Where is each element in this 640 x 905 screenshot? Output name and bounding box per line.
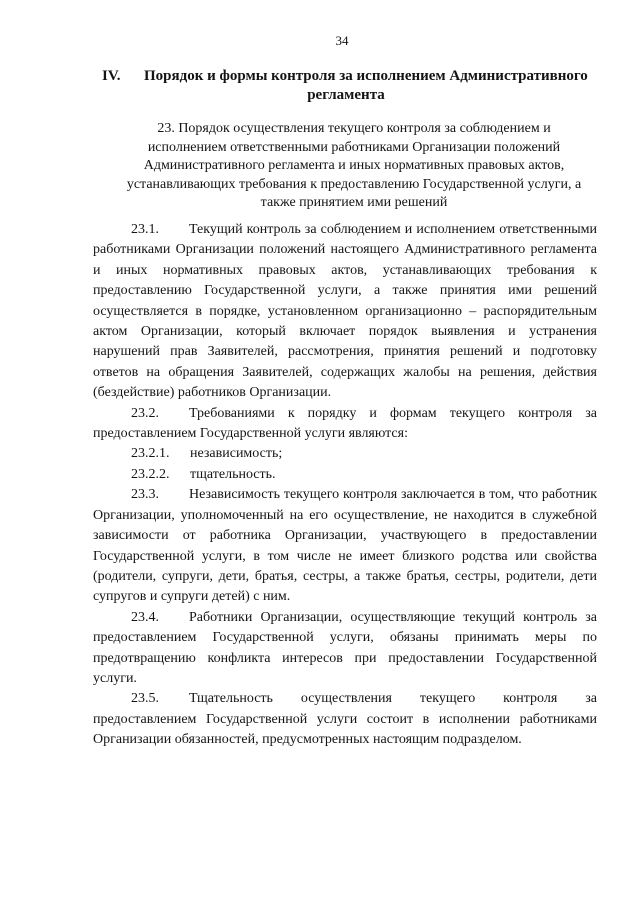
section-title-line-1: Порядок и формы контроля за исполнением Административного bbox=[144, 68, 588, 84]
paragraph-text: тщательность. bbox=[190, 466, 276, 482]
paragraph-text: Текущий контроль за соблюдением и исполнением ответственными работниками Организации положений настоящего Административного регламента и иных нормативных правовых актов, устанавливающих требования к предоставлению Государственной услуги, а также принятия ими решений осуществляется в порядке, установленном организационно – распорядительным актом Организации, который включает порядок выявления и устранения нарушений прав Заявителей, рассмотрения, принятия решений и подготовку ответов на обращения Заявителей, содержащих жалобы на решения, действия (бездействие) работников Организации. bbox=[93, 222, 597, 401]
paragraph-text: независимость; bbox=[190, 446, 283, 462]
paragraph-23-2-2 bbox=[93, 465, 597, 485]
paragraph-text: Независимость текущего контроля заключается в том, что работник Организации, уполномоченный на его осуществление, не находится в служебной зависимости от работника Организации, участвующего в предоставлении Государственной услуги, в том числе не имеет близкого родства или свойства (родители, супруги, дети, братья, сестры, а также братья, сестры, родители, дети супругов и супруги детей) с ним. bbox=[93, 487, 597, 605]
section-title-line-2: регламента bbox=[307, 87, 385, 103]
paragraph-text: Тщательность осуществления текущего контроля за предоставлением Государственной услуги состоит в исполнении работниками Организации обязанностей, предусмотренных настоящим подразделом. bbox=[93, 691, 597, 748]
paragraph-number: 23.2.2. bbox=[131, 466, 170, 482]
paragraph-number: 23.4. bbox=[131, 609, 159, 625]
section-number: IV. bbox=[102, 68, 121, 84]
paragraph-23-1 bbox=[93, 220, 597, 404]
paragraph-text: Требованиями к порядку и формам текущего контроля за предоставлением Государственной услуги являются: bbox=[93, 405, 597, 442]
paragraph-number: 23.1. bbox=[131, 222, 159, 237]
paragraph-number: 23.3. bbox=[131, 487, 159, 503]
paragraph-number: 23.5. bbox=[131, 691, 159, 707]
paragraph-23-3 bbox=[93, 485, 597, 607]
document-body bbox=[93, 220, 597, 751]
paragraph-23-5 bbox=[93, 689, 597, 750]
paragraph-23-4 bbox=[93, 608, 597, 690]
paragraph-23-2 bbox=[93, 404, 597, 445]
paragraph-number: 23.2.1. bbox=[131, 446, 170, 462]
paragraph-text: Работники Организации, осуществляющие текущий контроль за предоставлением Государственной услуги, обязаны принимать меры по предотвращению конфликта интересов при предоставлении Государственной услуги. bbox=[93, 609, 597, 686]
subsection-title: 23. Порядок осуществления текущего контроля за соблюдением и исполнением ответственными работниками Организации положений Административного регламента и иных нормативных правовых актов, устанавливающих требования к предоставлению Государственной услуги, а также принятием ими решений bbox=[126, 121, 582, 211]
page-number: 34 bbox=[335, 33, 349, 48]
paragraph-23-2-1 bbox=[93, 444, 597, 464]
paragraph-number: 23.2. bbox=[131, 405, 159, 421]
